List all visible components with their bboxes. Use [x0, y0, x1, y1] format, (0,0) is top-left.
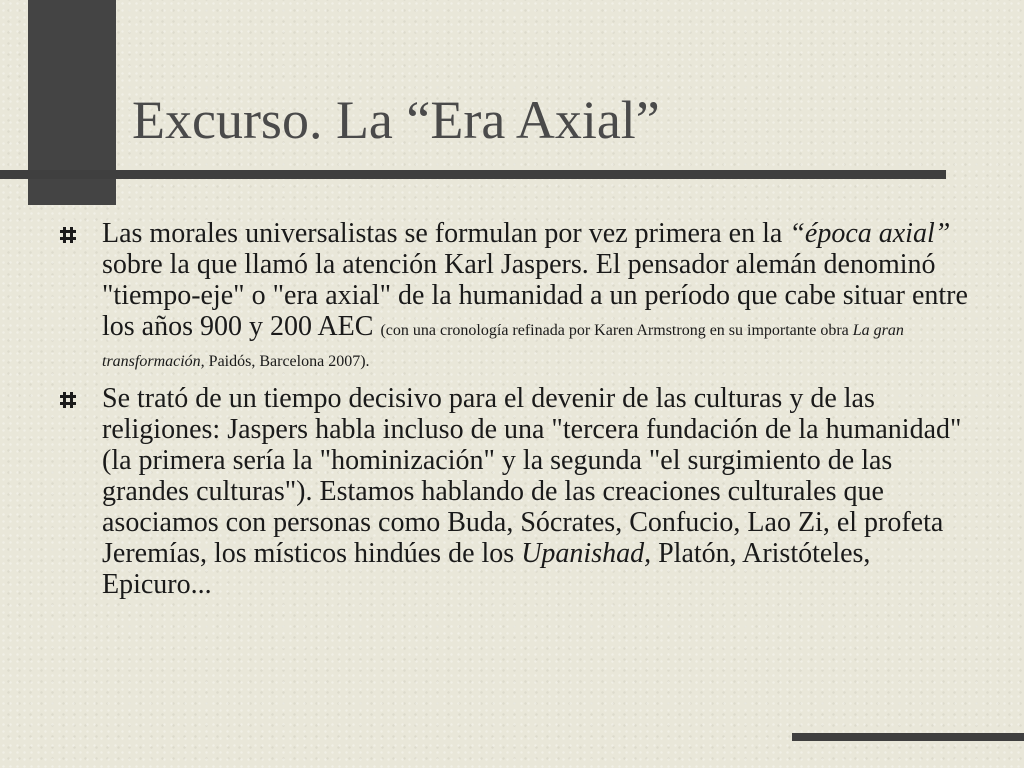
bullet-text: Se trató de un tiempo decisivo para el devenir de las culturas y de las religiones: Jaspers habla incluso de una "tercera fundación de la humanidad" (la primera sería la "hominización" y la segunda "el surgimiento de las grandes culturas"). Estamos hablando de las creaciones culturales que asociamos con personas como Buda, Sócrates, Confucio, Lao Zi, el profeta Jeremías, los místicos hindúes de los: [102, 383, 962, 569]
bullet-text: sobre la que llamó la atención Karl Jaspers. El pensador alemán denominó "tiempo-eje" o "era axial" de la humanidad a un período que cabe situar entre los años 900 y 200 AEC: [102, 249, 968, 342]
bullet-text: Platón, Aristóteles, Epicuro...: [102, 538, 871, 600]
slide-content: [60, 218, 980, 610]
bullet-item: [60, 383, 980, 600]
footer-divider-rule: [792, 733, 1024, 741]
note-text: Paidós, Barcelona 2007).: [204, 353, 370, 370]
title-divider-rule: [0, 170, 946, 179]
bullet-italic-text: “época axial”: [789, 218, 951, 249]
bullet-text: Las morales universalistas se formulan por vez primera en la: [102, 218, 790, 249]
bullet-italic-text: Upanishad,: [521, 538, 652, 569]
hash-bullet-icon: [60, 392, 76, 408]
note-text: (con una cronología refinada por Karen Armstrong en su importante obra: [380, 322, 853, 339]
slide-title: Excurso. La “Era Axial”: [132, 90, 660, 150]
bullet-item: [60, 218, 980, 373]
hash-bullet-icon: [60, 227, 76, 243]
book-title: La gran transformación,: [102, 322, 904, 370]
